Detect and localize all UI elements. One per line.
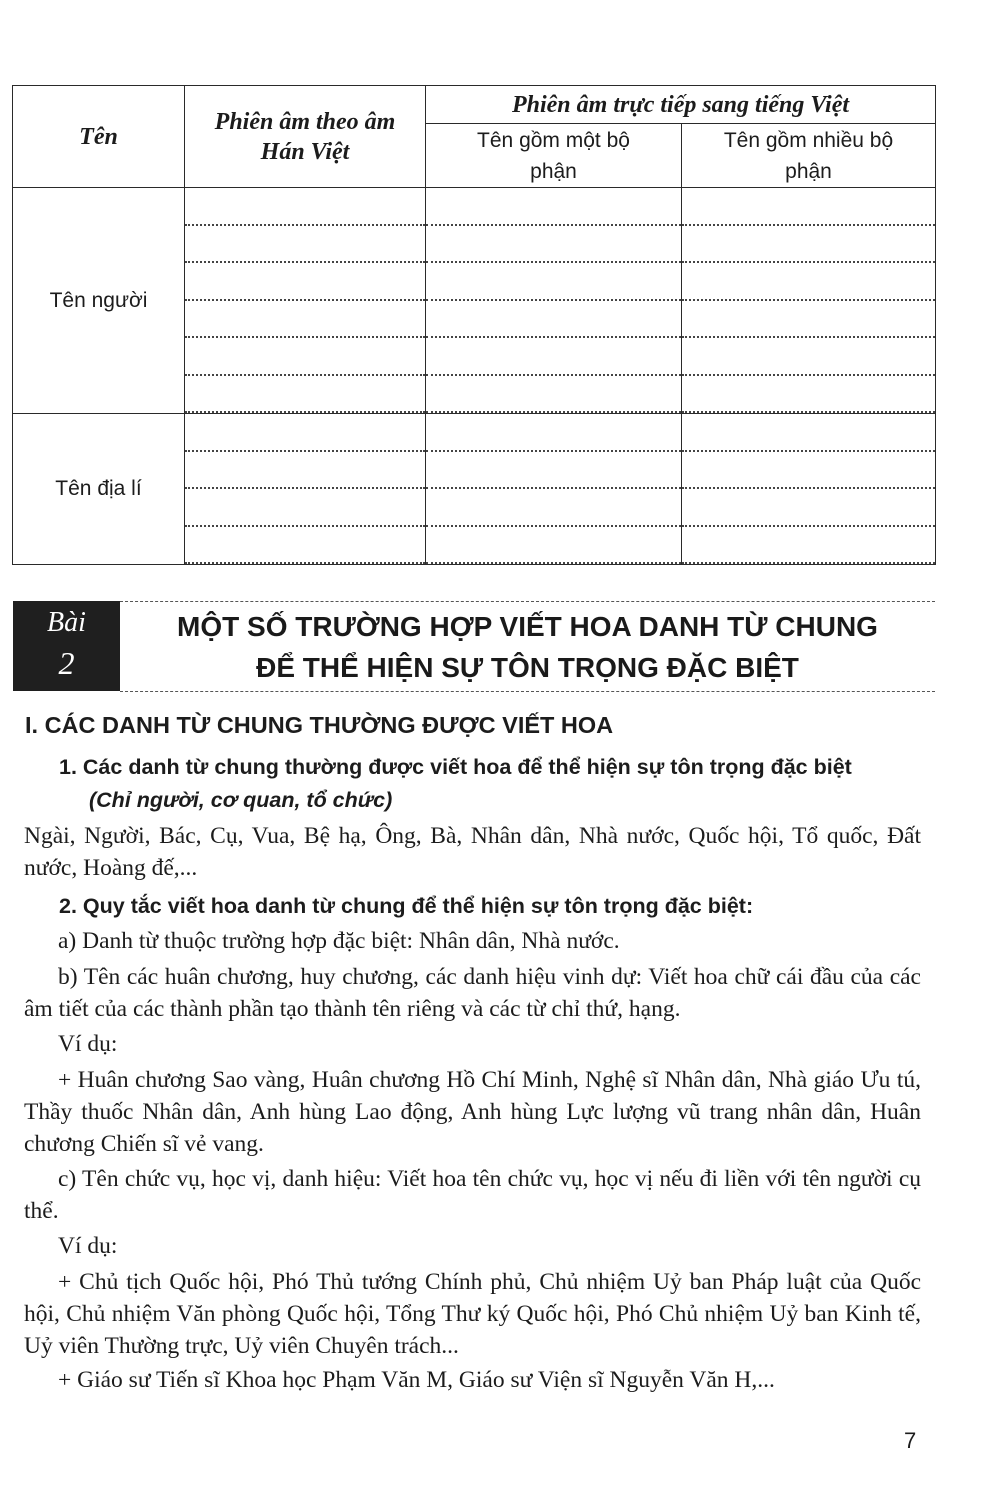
item-2-heading: 2. Quy tắc viết hoa danh từ chung để thể hiện sự tôn trọng đặc biệt: xyxy=(59,894,754,918)
rule-b: b) Tên các huân chương, huy chương, các danh hiệu vinh dự: Viết hoa chữ cái đầu của các âm tiết của các thành phần tạo thành tên riêng và các từ chỉ thứ, hạng. xyxy=(24,964,921,1022)
header-direct-transcription: Phiên âm trực tiếp sang tiếng Việt xyxy=(426,86,936,124)
header-name: Tên xyxy=(13,86,185,188)
header-hanviet: Phiên âm theo âm Hán Việt xyxy=(185,86,426,188)
blank-cell[interactable] xyxy=(682,188,936,414)
lesson-title-line-1: MỘT SỐ TRƯỜNG HỢP VIẾT HOA DANH TỪ CHUNG xyxy=(177,611,878,642)
example-label: Ví dụ: xyxy=(58,1031,118,1057)
blank-cell[interactable] xyxy=(185,414,426,565)
example-c1: + Chủ tịch Quốc hội, Phó Thủ tướng Chính phủ, Chủ nhiệm Uỷ ban Pháp luật của Quốc hội, Chủ nhiệm Văn phòng Quốc hội, Tổng Thư ký Quốc hội, Phó Chủ nhiệm Uỷ ban Kinh tế, Uỷ viên Thường trực, Uỷ viên Chuyên trách... xyxy=(24,1269,921,1359)
blank-cell[interactable] xyxy=(426,188,682,414)
blank-cell[interactable] xyxy=(426,414,682,565)
rule-c: c) Tên chức vụ, học vị, danh hiệu: Viết hoa tên chức vụ, học vị nếu đi liền với tên người cụ thể. xyxy=(24,1166,921,1224)
blank-cell[interactable] xyxy=(185,188,426,414)
item-1-text: Ngài, Người, Bác, Cụ, Vua, Bệ hạ, Ông, Bà, Nhân dân, Nhà nước, Quốc hội, Tổ quốc, Đất nước, Hoàng đế,... xyxy=(24,823,921,881)
example-label: Ví dụ: xyxy=(58,1233,118,1259)
blank-cell[interactable] xyxy=(682,414,936,565)
example-c2: + Giáo sư Tiến sĩ Khoa học Phạm Văn M, Giáo sư Viện sĩ Nguyễn Văn H,... xyxy=(58,1367,775,1393)
page-number: 7 xyxy=(904,1428,917,1453)
table-row-person-names xyxy=(13,188,936,414)
lesson-title-line-2: ĐỂ THỂ HIỆN SỰ TÔN TRỌNG ĐẶC BIỆT xyxy=(256,652,799,683)
row-label-person: Tên người xyxy=(13,188,185,414)
item-1-note: (Chỉ người, cơ quan, tổ chức) xyxy=(89,788,393,812)
rule-a: a) Danh từ thuộc trường hợp đặc biệt: Nhân dân, Nhà nước. xyxy=(58,928,620,954)
lesson-badge xyxy=(13,601,120,691)
header-multi-part: Tên gồm nhiều bộ phận xyxy=(682,124,936,188)
row-label-place: Tên địa lí xyxy=(13,414,185,565)
example-b: + Huân chương Sao vàng, Huân chương Hồ Chí Minh, Nghệ sĩ Nhân dân, Nhà giáo Ưu tú, Thầy thuốc Nhân dân, Anh hùng Lao động, Anh hùng Lực lượng vũ trang nhân dân, Huân chương Chiến sĩ vẻ vang. xyxy=(24,1067,921,1157)
item-1-heading: 1. Các danh từ chung thường được viết hoa để thể hiện sự tôn trọng đặc biệt xyxy=(59,755,852,779)
header-single-part: Tên gồm một bộ phận xyxy=(426,124,682,188)
banner-bottom-rule xyxy=(120,691,935,692)
lesson-badge-number: 2 xyxy=(58,645,75,681)
lesson-badge-word: Bài xyxy=(47,607,86,638)
section-heading: I. CÁC DANH TỪ CHUNG THƯỜNG ĐƯỢC VIẾT HOA xyxy=(25,712,614,738)
banner-top-rule xyxy=(120,601,935,602)
name-transcription-table xyxy=(12,85,936,565)
table-row-place-names xyxy=(13,414,936,565)
